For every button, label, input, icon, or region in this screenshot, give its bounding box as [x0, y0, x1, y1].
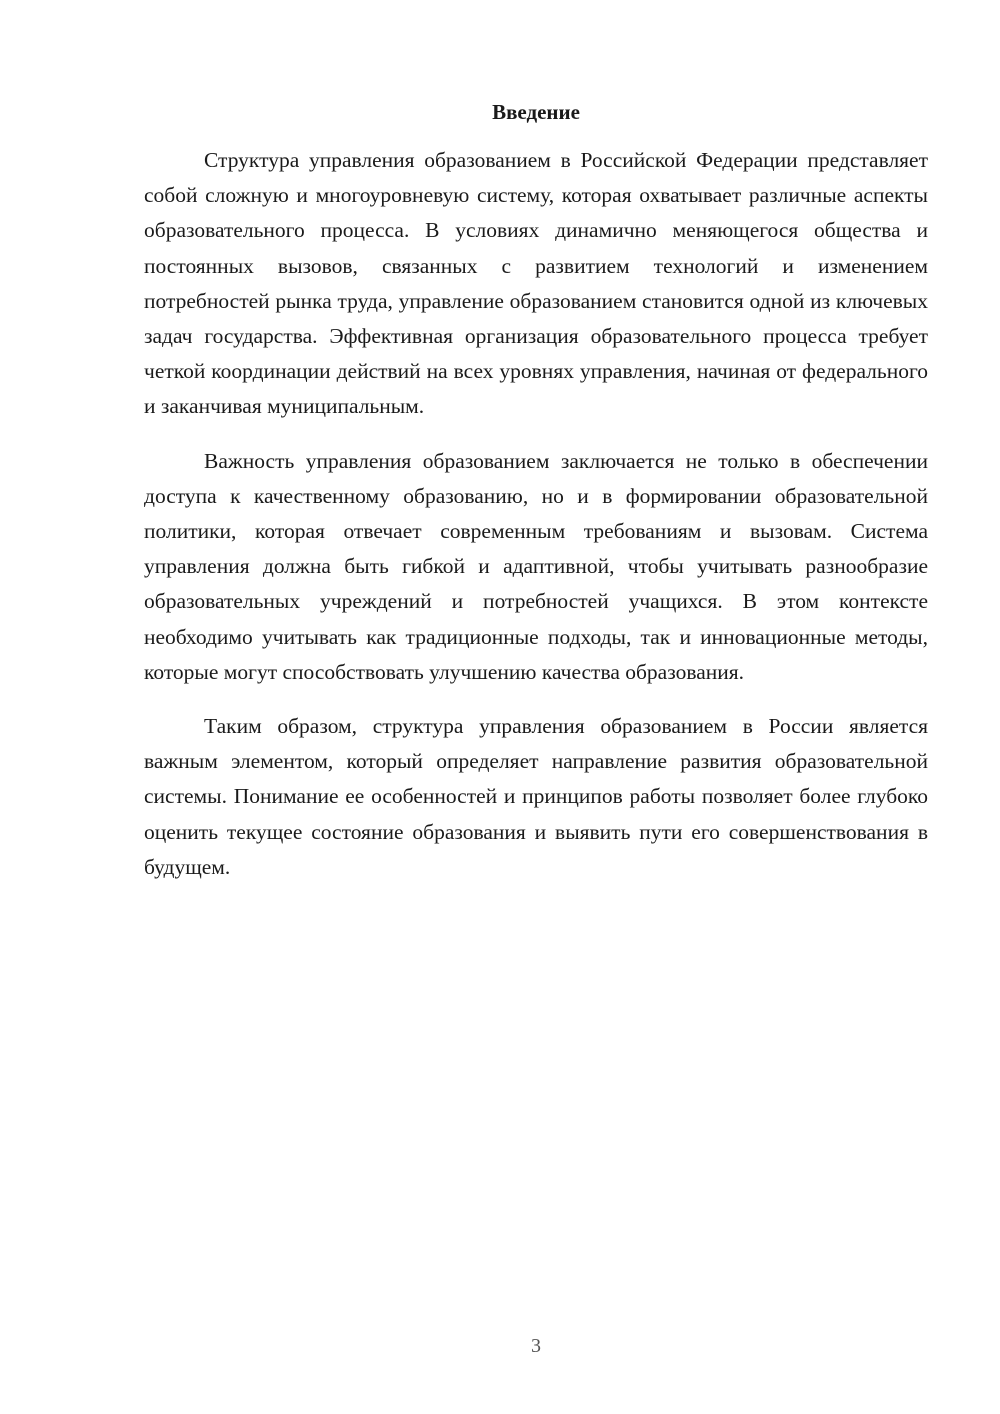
body-text	[144, 143, 928, 904]
page-number: 3	[531, 1335, 541, 1357]
paragraph-2: Важность управления образованием заключается не только в обеспечении доступа к качественному образованию, но и в формировании образовательной политики, которая отвечает современным требованиям и вызовам. Система управления должна быть гибкой и адаптивной, чтобы учитывать разнообразие образовательных учреждений и потребностей учащихся. В этом контексте необходимо учитывать как традиционные подходы, так и инновационные методы, которые могут способствовать улучшению качества образования.	[144, 448, 928, 684]
section-heading: Введение	[492, 100, 580, 124]
paragraph-1: Структура управления образованием в Российской Федерации представляет собой сложную и многоуровневую систему, которая охватывает различные аспекты образовательного процесса. В условиях динамично меняющегося общества и постоянных вызовов, связанных с развитием технологий и изменением потребностей рынка труда, управление образованием становится одной из ключевых задач государства. Эффективная организация образовательного процесса требует четкой координации действий на всех уровнях управления, начиная от федерального и заканчивая муниципальным.	[144, 148, 928, 419]
paragraph-3: Таким образом, структура управления образованием в России является важным элементом, который определяет направление развития образовательной системы. Понимание ее особенностей и принципов работы позволяет более глубоко оценить текущее состояние образования и выявить пути его совершенствования в будущем.	[144, 714, 928, 879]
